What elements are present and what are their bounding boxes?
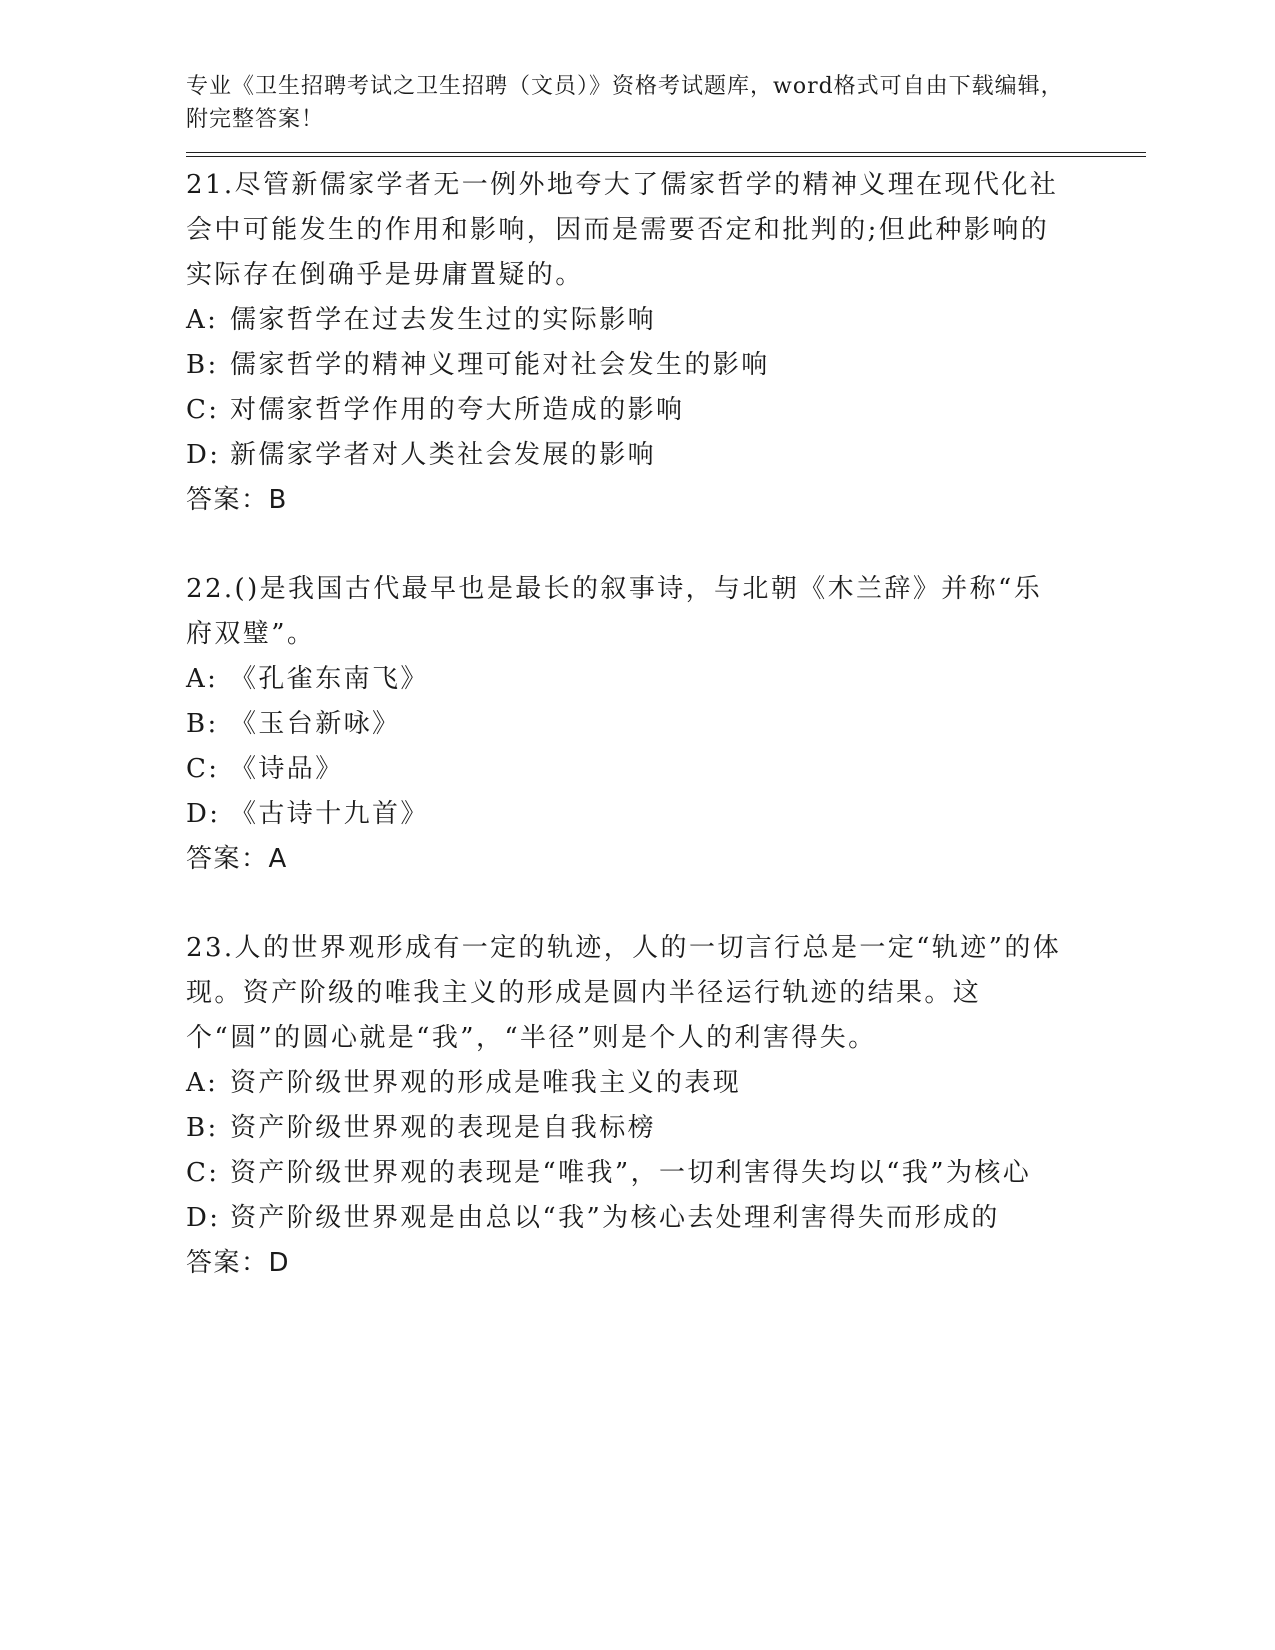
option-key: C:	[186, 1158, 220, 1188]
option-b	[186, 343, 1066, 388]
answer-line: 答案：B	[186, 485, 288, 515]
header-double-rule	[186, 152, 1146, 157]
option-text: 儒家哲学在过去发生过的实际影响	[230, 305, 657, 335]
answer-line: 答案：A	[186, 844, 288, 874]
option-text: 儒家哲学的精神义理可能对社会发生的影响	[230, 350, 770, 380]
document-page	[186, 70, 1146, 1330]
question-list	[186, 163, 1066, 1286]
option-key: A:	[186, 1068, 219, 1098]
option-d	[186, 1196, 1066, 1241]
option-c	[186, 747, 1066, 792]
option-text: 新儒家学者对人类社会发展的影响	[230, 440, 657, 470]
option-text: 《孔雀东南飞》	[230, 664, 429, 694]
option-text: 对儒家哲学作用的夸大所造成的影响	[230, 395, 685, 425]
option-c	[186, 388, 1066, 433]
option-a	[186, 657, 1066, 702]
option-text: 《古诗十九首》	[230, 799, 429, 829]
option-c	[186, 1151, 1066, 1196]
option-d	[186, 792, 1066, 837]
option-text: 资产阶级世界观是由总以“我”为核心去处理利害得失而形成的	[230, 1203, 1000, 1233]
question-21	[186, 163, 1066, 523]
option-key: B:	[186, 350, 219, 380]
option-a	[186, 298, 1066, 343]
question-stem: 22.()是我国古代最早也是最长的叙事诗，与北朝《木兰辞》并称“乐府双璧”。	[186, 574, 1043, 649]
question-stem: 23.人的世界观形成有一定的轨迹，人的一切言行总是一定“轨迹”的体现。资产阶级的唯我主义的形成是圆内半径运行轨迹的结果。这个“圆”的圆心就是“我”，“半径”则是个人的利害得失。	[186, 933, 1062, 1053]
option-b	[186, 1106, 1066, 1151]
option-key: A:	[186, 305, 219, 335]
question-stem: 21.尽管新儒家学者无一例外地夸大了儒家哲学的精神义理在现代化社会中可能发生的作用和影响，因而是需要否定和批判的;但此种影响的实际存在倒确乎是毋庸置疑的。	[186, 170, 1059, 290]
option-key: D:	[186, 799, 221, 829]
option-text: 资产阶级世界观的形成是唯我主义的表现	[230, 1068, 742, 1098]
option-b	[186, 702, 1066, 747]
option-text: 《诗品》	[230, 754, 344, 784]
question-23	[186, 926, 1066, 1286]
option-key: D:	[186, 440, 221, 470]
option-key: C:	[186, 754, 220, 784]
option-key: C:	[186, 395, 220, 425]
option-text: 资产阶级世界观的表现是“唯我”，一切利害得失均以“我”为核心	[230, 1158, 1032, 1188]
option-key: A:	[186, 664, 219, 694]
answer-line: 答案：D	[186, 1248, 291, 1278]
option-a	[186, 1061, 1066, 1106]
option-text: 《玉台新咏》	[230, 709, 401, 739]
option-d	[186, 433, 1066, 478]
question-22	[186, 567, 1066, 882]
option-text: 资产阶级世界观的表现是自我标榜	[230, 1113, 657, 1143]
page-header: 专业《卫生招聘考试之卫生招聘（文员）》资格考试题库，word格式可自由下载编辑，附完整答案！	[186, 74, 1064, 132]
option-key: B:	[186, 709, 219, 739]
option-key: D:	[186, 1203, 221, 1233]
option-key: B:	[186, 1113, 219, 1143]
